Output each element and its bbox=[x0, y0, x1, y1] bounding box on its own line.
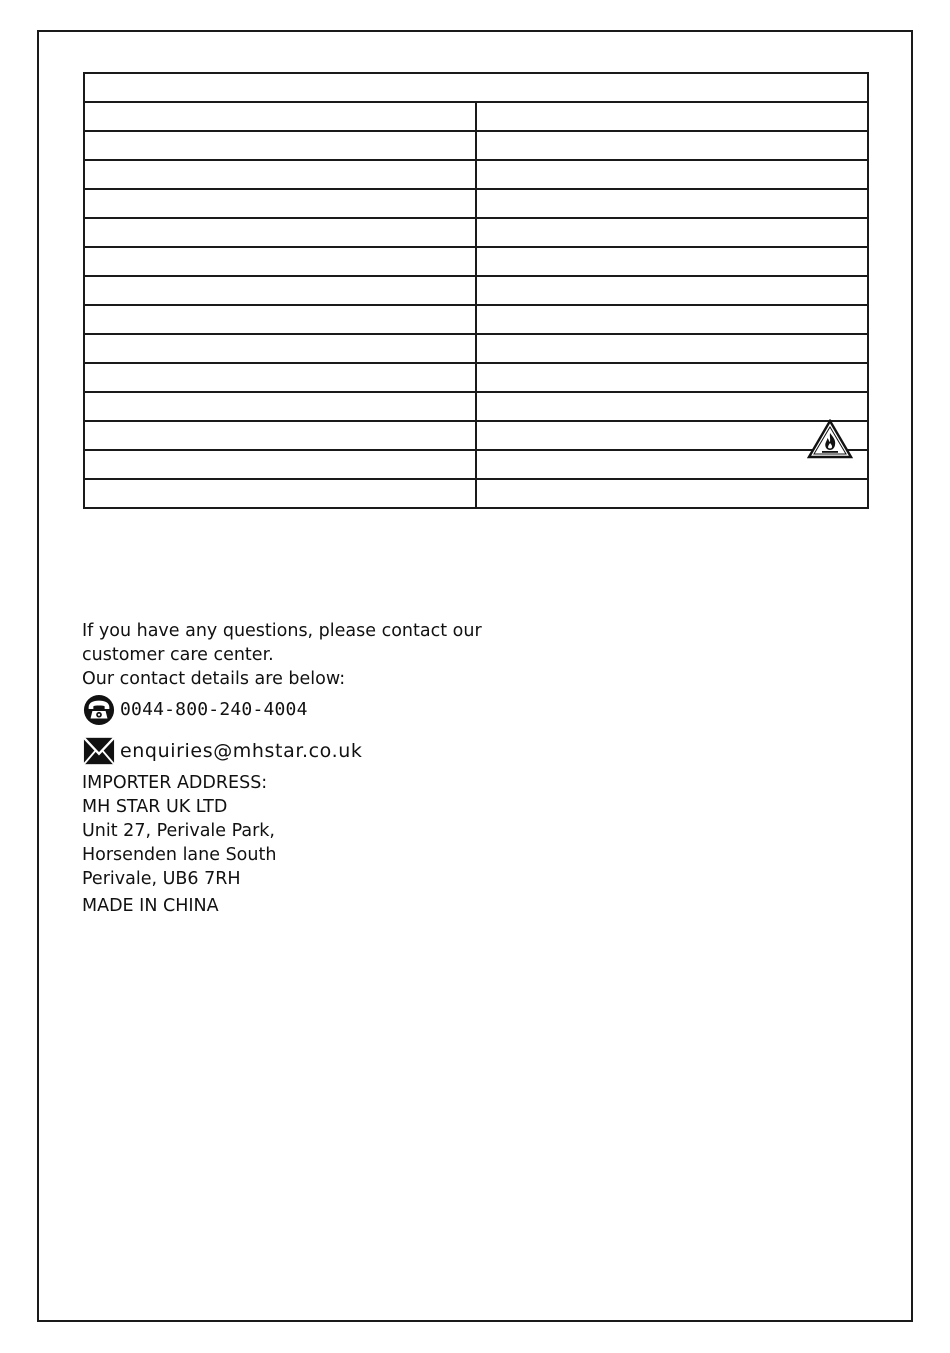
row-value bbox=[476, 363, 868, 392]
row-value bbox=[476, 450, 868, 479]
row-value bbox=[476, 131, 868, 160]
address-line: MH STAR UK LTD bbox=[82, 797, 228, 817]
address-line: Perivale, UB6 7RH bbox=[82, 869, 241, 889]
importer-address bbox=[82, 771, 582, 891]
row-label bbox=[84, 189, 476, 218]
table-row bbox=[84, 334, 868, 363]
row-value bbox=[476, 334, 868, 363]
table-row bbox=[84, 450, 868, 479]
row-label bbox=[84, 305, 476, 334]
table-row bbox=[84, 392, 868, 421]
row-label bbox=[84, 363, 476, 392]
telephone-icon bbox=[82, 694, 116, 726]
contact-section bbox=[82, 619, 582, 918]
row-label bbox=[84, 247, 476, 276]
table-row bbox=[84, 247, 868, 276]
row-value bbox=[476, 218, 868, 247]
row-value-with-icon bbox=[476, 421, 868, 450]
table-row bbox=[84, 421, 868, 450]
table-header-row bbox=[84, 73, 868, 102]
row-label bbox=[84, 421, 476, 450]
table-row bbox=[84, 189, 868, 218]
envelope-icon bbox=[82, 735, 116, 767]
spec-table bbox=[83, 72, 869, 509]
address-line: Unit 27, Perivale Park, bbox=[82, 821, 275, 841]
row-value bbox=[476, 305, 868, 334]
phone-number: 0044-800-240-4004 bbox=[120, 699, 308, 720]
table-header-cell bbox=[84, 73, 868, 102]
row-label bbox=[84, 334, 476, 363]
row-value bbox=[476, 276, 868, 305]
contact-intro-line: If you have any questions, please contact our bbox=[82, 621, 482, 641]
table-row bbox=[84, 363, 868, 392]
row-label bbox=[84, 450, 476, 479]
country-of-origin: MADE IN CHINA bbox=[82, 896, 219, 916]
table-row bbox=[84, 276, 868, 305]
email-row bbox=[82, 733, 582, 769]
table-row bbox=[84, 218, 868, 247]
row-label bbox=[84, 131, 476, 160]
table-row bbox=[84, 102, 868, 131]
row-label bbox=[84, 160, 476, 189]
table-row bbox=[84, 305, 868, 334]
row-label bbox=[84, 392, 476, 421]
row-value bbox=[476, 247, 868, 276]
address-line: IMPORTER ADDRESS: bbox=[82, 773, 268, 793]
row-value bbox=[476, 160, 868, 189]
row-label bbox=[84, 102, 476, 131]
row-label bbox=[84, 218, 476, 247]
table-row bbox=[84, 479, 868, 508]
row-value bbox=[476, 102, 868, 131]
row-value bbox=[476, 189, 868, 218]
table-row bbox=[84, 131, 868, 160]
row-value bbox=[476, 479, 868, 508]
phone-row bbox=[82, 693, 582, 727]
row-label bbox=[84, 276, 476, 305]
address-line: Horsenden lane South bbox=[82, 845, 277, 865]
row-value bbox=[476, 392, 868, 421]
contact-intro-line: customer care center. bbox=[82, 645, 274, 665]
table-row bbox=[84, 160, 868, 189]
contact-intro-line: Our contact details are below: bbox=[82, 669, 346, 689]
email-address: enquiries@mhstar.co.uk bbox=[120, 740, 363, 762]
row-label bbox=[84, 479, 476, 508]
